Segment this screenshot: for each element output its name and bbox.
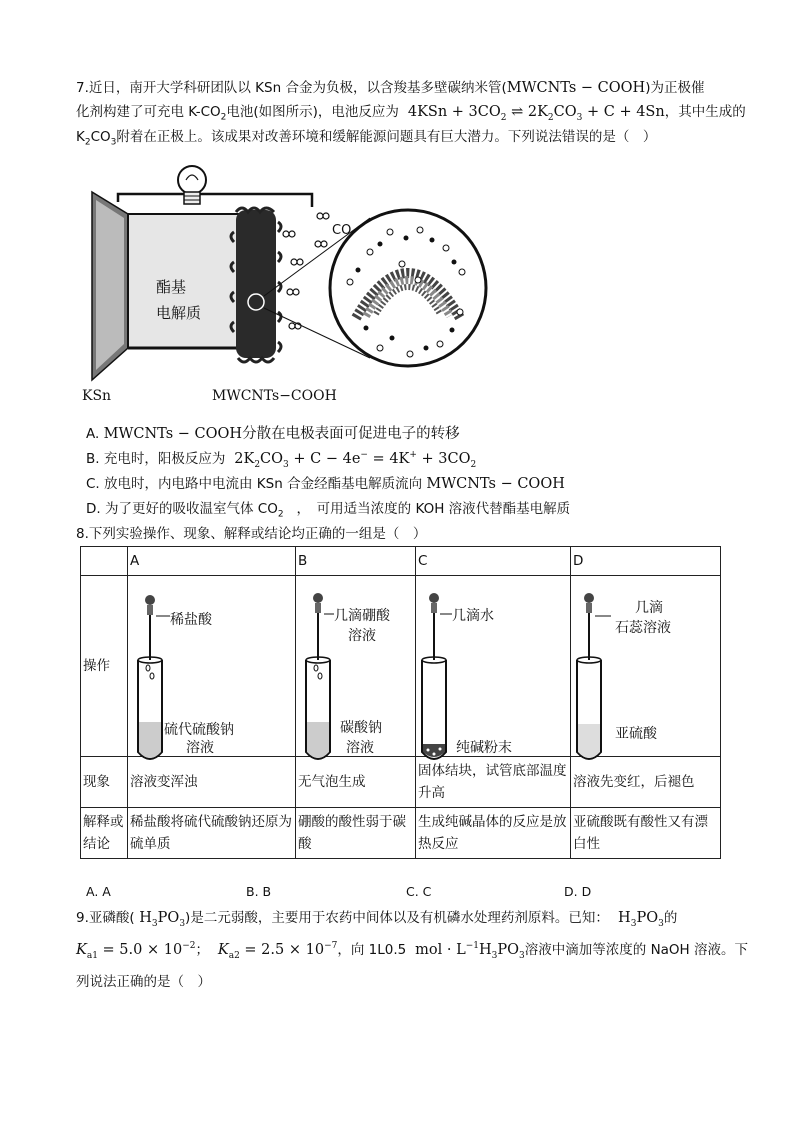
co2-label: CO	[332, 223, 352, 238]
test-tube-d	[571, 576, 721, 762]
table-row-operation	[81, 576, 721, 757]
q7-line1: 7.近日，南开大学科研团队以 KSn 合金为负极，以含羧基多壁碳纳米管(MWCNTs − COOH)为正极催	[76, 80, 705, 96]
q8-answer-d: D. D	[564, 884, 592, 899]
reagent-label: 石蕊溶液	[615, 620, 671, 636]
row-label-operation: 操作	[81, 576, 128, 757]
anode-reaction-equation: $2K_2CO_3 + C - 4e^- = 4K^+ + 3CO_2$	[229, 450, 477, 470]
tube-d-cell	[571, 576, 721, 757]
cathode-label: MWCNTs−COOH	[212, 388, 337, 404]
test-tube-b	[296, 576, 416, 762]
q7-option-d: D. 为了更好的吸收温室气体 $CO_2$ ， 可用适当浓度的 KOH 溶液代替酯基电解质	[86, 501, 571, 520]
conclusion-d: 亚硫酸既有酸性又有漂白性	[571, 808, 721, 859]
row-label-phenomenon: 现象	[81, 757, 128, 808]
header-d: D	[571, 547, 721, 576]
table-row-phenomenon	[81, 757, 721, 808]
header-blank	[81, 547, 128, 576]
phenomenon-c: 固体结块，试管底部温度升高	[416, 757, 571, 808]
q9-line2: $K_{a1} = 5.0 \times 10^{-2}$； $K_{a2} = 2.5 \times 10^{-7}$，向 1L0.5 mol · $L^{-1}H_3PO_3$溶液中滴加等浓度的 NaOH 溶液。下	[76, 941, 749, 961]
solution-label: 纯碱粉末	[456, 740, 512, 756]
magnified-view	[330, 210, 486, 366]
conclusion-a: 稀盐酸将硫代硫酸钠还原为硫单质	[128, 808, 296, 859]
experiment-table	[80, 546, 721, 859]
solution-label: 碳酸钠	[340, 720, 382, 736]
tube-a-cell	[128, 576, 296, 757]
solution-label: 硫代硫酸钠	[164, 722, 234, 738]
q8-answer-b: B. B	[246, 884, 272, 899]
q8-answer-a: A. A	[86, 884, 111, 899]
row-label-conclusion: 解释或结论	[81, 808, 128, 859]
solution-label: 亚硫酸	[615, 726, 657, 742]
light-bulb-icon	[178, 166, 206, 204]
electrolyte-label-2: 电解质	[156, 304, 202, 322]
conclusion-c: 生成纯碱晶体的反应是放热反应	[416, 808, 571, 859]
test-tube-c	[416, 576, 571, 762]
cell-reaction-equation: $4KSn + 3CO_2$ ⇌ $2K_2CO_3 + C + 4Sn$	[403, 104, 665, 123]
q7-option-b: B. 充电时，阳极反应为 $2K_2CO_3 + C - 4e^- = 4K^+ + 3CO_2$	[86, 450, 477, 470]
reagent-label: 几滴硼酸	[334, 608, 390, 624]
electrolyte-label-1: 酯基	[156, 278, 187, 296]
ksn-label: KSn	[82, 388, 112, 404]
test-tube-a	[128, 576, 296, 762]
header-c: C	[416, 547, 571, 576]
table-row-conclusion	[81, 808, 721, 859]
q7-option-a: A. MWCNTs − COOH分散在电极表面可促进电子的转移	[86, 426, 460, 442]
reagent-label: 溶液	[348, 628, 376, 644]
tube-b-cell	[296, 576, 416, 757]
header-a: A	[128, 547, 296, 576]
battery-figure	[80, 152, 500, 408]
reagent-label: 几滴	[635, 600, 663, 616]
conclusion-b: 硼酸的酸性弱于碳酸	[296, 808, 416, 859]
q9-line1: 9.亚磷酸( $H_3PO_3$)是二元弱酸，主要用于农药中间体以及有机磷水处理药剂原料。已知： $H_3PO_3$的	[76, 910, 678, 929]
phenomenon-b: 无气泡生成	[296, 757, 416, 808]
q7-option-c: C. 放电时，内电路中电流由 KSn 合金经酯基电解质流向 MWCNTs − COOH	[86, 476, 565, 492]
phenomenon-d: 溶液先变红，后褪色	[571, 757, 721, 808]
mwcnts-cathode	[231, 208, 281, 362]
reagent-label: 稀盐酸	[170, 612, 212, 628]
q7-line2: 化剂构建了可充电 $K-CO_2$电池(如图所示)，电池反应为 $4KSn + 3CO_2$ ⇌ $2K_2CO_3 + C + 4Sn$，其中生成的	[76, 104, 746, 123]
tube-c-cell	[416, 576, 571, 757]
phenomenon-a: 溶液变浑浊	[128, 757, 296, 808]
header-b: B	[296, 547, 416, 576]
q7-line3: $K_2CO_3$附着在正极上。该成果对改善环境和缓解能源问题具有巨大潜力。下列说法错误的是（ ）	[76, 129, 657, 148]
reagent-label: 几滴水	[452, 608, 494, 624]
solution-label: 溶液	[346, 740, 374, 756]
table-header-row	[81, 547, 721, 576]
q8-answer-c: C. C	[406, 884, 432, 899]
solution-label: 溶液	[186, 740, 214, 756]
q8-stem: 8.下列实验操作、现象、解释或结论均正确的一组是（ ）	[76, 526, 427, 542]
q9-line3: 列说法正确的是（ ）	[76, 974, 211, 990]
